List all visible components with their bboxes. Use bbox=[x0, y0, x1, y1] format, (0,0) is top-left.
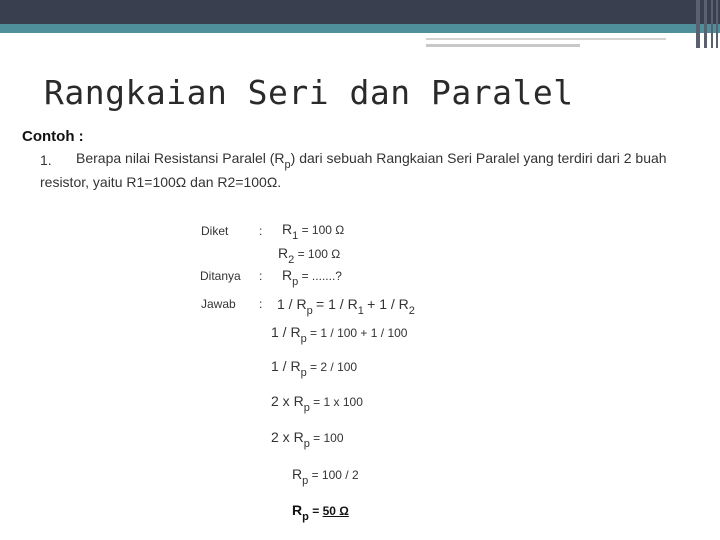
step-2: 1 / Rp = 2 / 100 bbox=[271, 358, 358, 379]
ditanya-rp: Rp = .......? bbox=[282, 267, 342, 288]
step-5: Rp = 100 / 2 bbox=[292, 466, 359, 487]
step-4: 2 x Rp = 100 bbox=[271, 429, 344, 450]
colon: : bbox=[259, 297, 263, 311]
slide-title: Rangkaian Seri dan Paralel bbox=[44, 73, 574, 112]
jawab-formula: 1 / Rp = 1 / R1 + 1 / R2 bbox=[277, 296, 415, 317]
jawab-label: Jawab bbox=[201, 297, 236, 311]
question-number: 1. bbox=[40, 152, 52, 168]
diket-label: Diket bbox=[201, 224, 229, 238]
ditanya-label: Ditanya bbox=[200, 269, 241, 283]
example-heading: Contoh : bbox=[22, 128, 84, 145]
question-text-line2: resistor, yaitu R1=100Ω dan R2=100Ω. bbox=[40, 174, 282, 190]
step-1: 1 / Rp = 1 / 100 + 1 / 100 bbox=[271, 324, 408, 345]
diket-r1: R1 = 100 Ω bbox=[282, 221, 345, 242]
step-3: 2 x Rp = 1 x 100 bbox=[271, 393, 363, 414]
diket-r2: R2 = 100 Ω bbox=[278, 245, 341, 266]
colon: : bbox=[259, 224, 263, 238]
question-text-line1: Berapa nilai Resistansi Paralel $(R_p)$ dari sebuah Rangkaian Seri Paralel yang terdiri dari 2 buah bbox=[76, 150, 667, 171]
final-answer: Rp = 50 Ω bbox=[292, 502, 349, 523]
colon: : bbox=[259, 269, 263, 283]
